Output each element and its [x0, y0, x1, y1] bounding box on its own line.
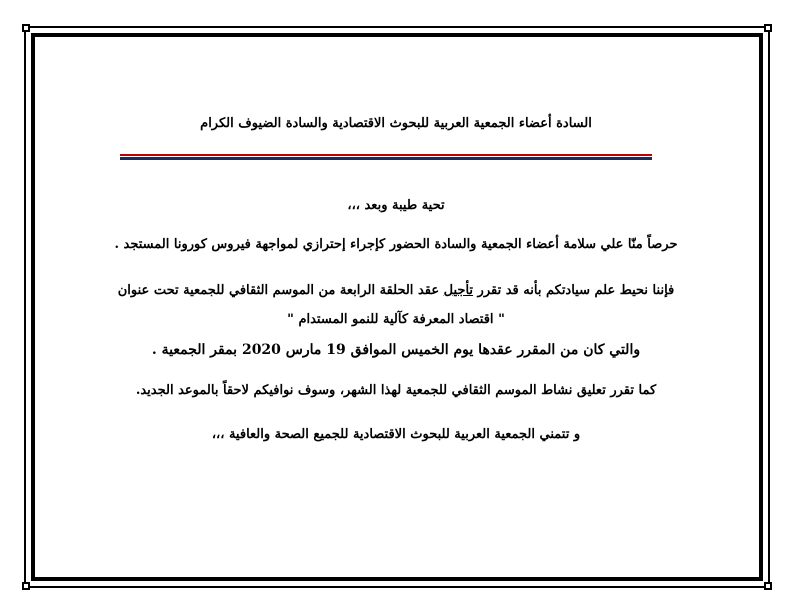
- paragraph-suspension: كما تقرر تعليق نشاط الموسم الثقافي للجمعية لهذا الشهر، وسوف نوافيكم لاحقاً بالموعد الجديد.: [135, 383, 657, 398]
- divider-red-line: [120, 154, 652, 156]
- postponement-text-start: فإننا نحيط علم سيادتكم بأنه قد تقرر: [473, 283, 675, 298]
- corner-ornament-bottom-left: [22, 582, 30, 590]
- paragraph-event-date: والتي كان من المقرر عقدها يوم الخميس الموافق 19 مارس 2020 بمقر الجمعية .: [151, 342, 641, 358]
- heading-divider: [120, 154, 652, 160]
- closing-line: و تتمني الجمعية العربية للبحوث الاقتصادية للجميع الصحة والعافية ،،،: [211, 427, 581, 442]
- divider-navy-line: [120, 157, 652, 160]
- greeting: تحية طيبة وبعد ،،،: [347, 198, 445, 213]
- postponement-keyword: تأجيل: [443, 283, 474, 298]
- corner-ornament-bottom-right: [764, 582, 772, 590]
- paragraph-postponement: [0, 283, 792, 298]
- postponement-text-end: عقد الحلقة الرابعة من الموسم الثقافي للجمعية تحت عنوان: [117, 283, 444, 298]
- corner-ornament-top-left: [22, 24, 30, 32]
- letter-heading: السادة أعضاء الجمعية العربية للبحوث الاقتصادية والسادة الضيوف الكرام: [200, 116, 592, 131]
- corner-ornament-top-right: [764, 24, 772, 32]
- paragraph-precaution: حرصاً منّا علي سلامة أعضاء الجمعية والسادة الحضور كإجراء إحترازي لمواجهة فيروس كورونا المستجد .: [114, 237, 678, 252]
- event-title: " اقتصاد المعرفة كآلية للنمو المستدام ": [287, 312, 505, 327]
